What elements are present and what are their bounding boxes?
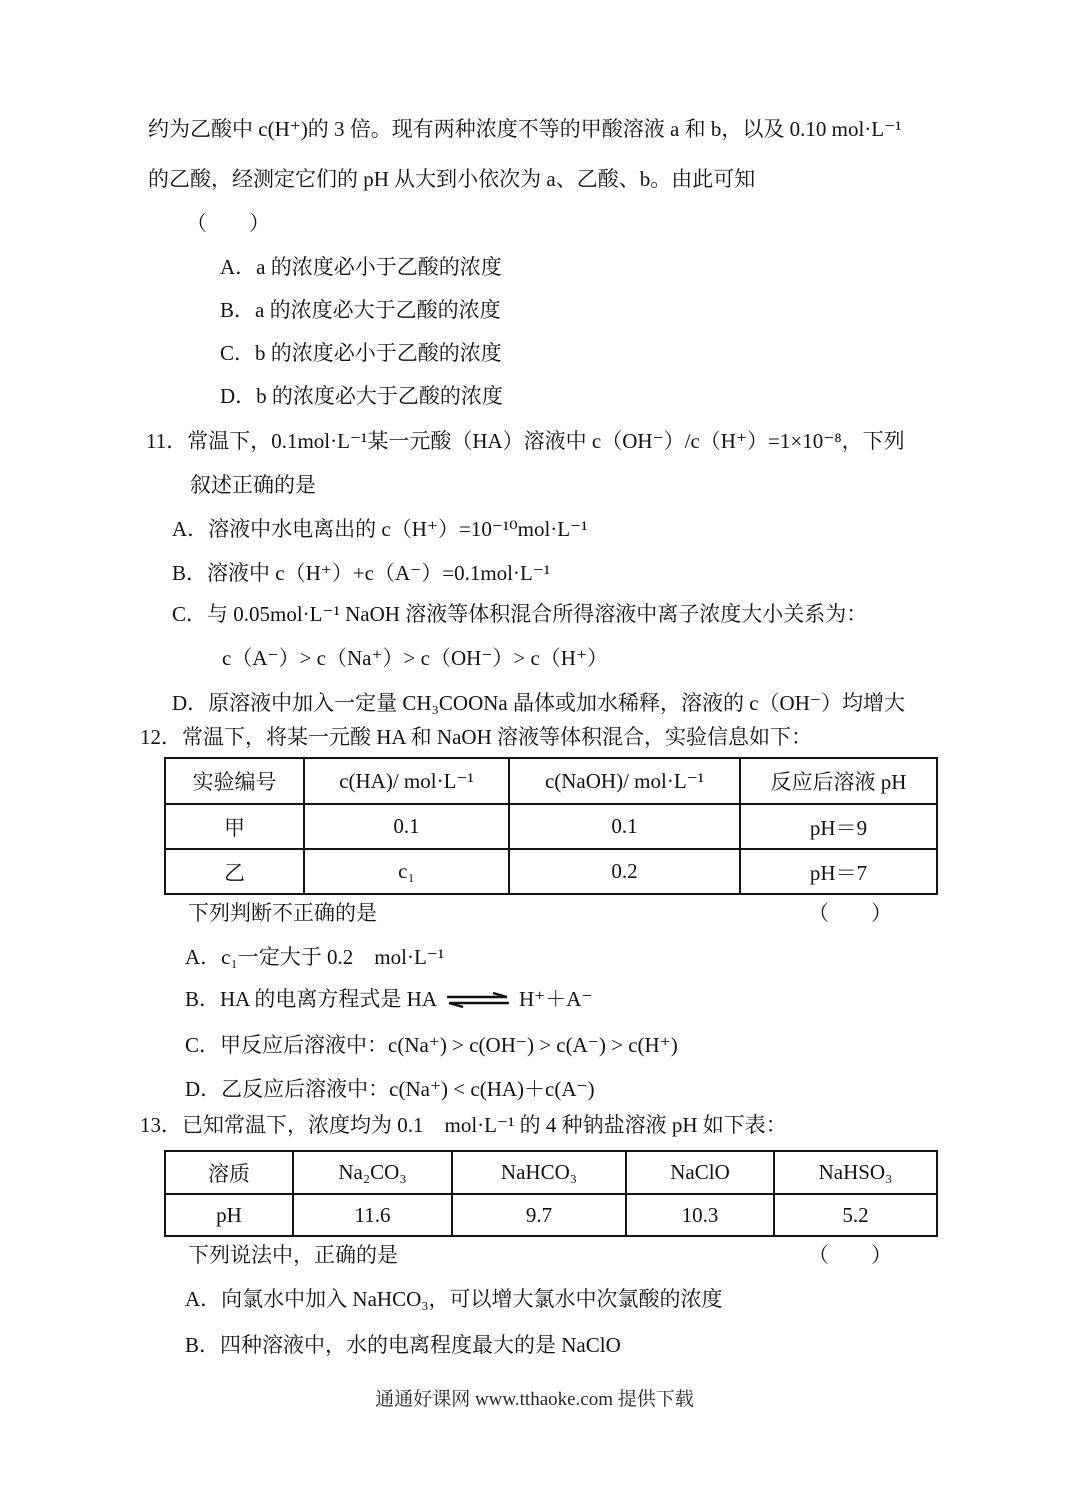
q12-option-d: D．乙反应后溶液中：c(Na⁺) < c(HA)＋c(A⁻) xyxy=(185,1077,595,1101)
q12-cell: 甲 xyxy=(165,804,304,849)
q10-answer-paren: （ ） xyxy=(186,211,270,235)
q13-th-nahco3: NaHCO₃ xyxy=(452,1151,626,1194)
q10-option-d: D．b 的浓度必大于乙酸的浓度 xyxy=(220,384,503,408)
table-row xyxy=(165,804,937,849)
q13-th-na2co3: Na₂CO₃ xyxy=(293,1151,452,1194)
q13-answer-paren: （ ） xyxy=(808,1243,892,1267)
equilibrium-arrow-icon xyxy=(437,987,519,1011)
q13-prompt: 下列说法中，正确的是 xyxy=(188,1243,398,1267)
q12-cell: pH＝7 xyxy=(740,849,937,894)
q12-stem: 12．常温下，将某一元酸 HA 和 NaOH 溶液等体积混合，实验信息如下： xyxy=(140,725,812,749)
q11-option-a: A．溶液中水电离出的 c（H⁺）=10⁻¹⁰mol·L⁻¹ xyxy=(172,517,588,541)
q11-option-b: B．溶液中 c（H⁺）+c（A⁻）=0.1mol·L⁻¹ xyxy=(172,561,551,585)
q13-option-a: A．向氯水中加入 NaHCO₃，可以增大氯水中次氯酸的浓度 xyxy=(185,1287,723,1311)
q11-option-c: C．与 0.05mol·L⁻¹ NaOH 溶液等体积混合所得溶液中离子浓度大小关系为： xyxy=(172,602,868,626)
q12-th-ph: 反应后溶液 pH xyxy=(740,758,937,804)
q12-th-experiment-id: 实验编号 xyxy=(165,758,304,804)
q12-th-cnaoh: c(NaOH)/ mol·L⁻¹ xyxy=(509,758,740,804)
q10-option-a: A．a 的浓度必小于乙酸的浓度 xyxy=(220,255,502,279)
q10-stem-line1: 约为乙酸中 c(H⁺)的 3 倍。现有两种浓度不等的甲酸溶液 a 和 b，以及 0.10 mol·L⁻¹ xyxy=(148,117,902,141)
footer-watermark: 通通好课网 www.tthaoke.com 提供下载 xyxy=(375,1389,694,1410)
q12-option-a: A．c₁一定大于 0.2 mol·L⁻¹ xyxy=(185,945,445,969)
q11-stem-line2: 叙述正确的是 xyxy=(190,473,316,497)
q13-th-solute: 溶质 xyxy=(165,1151,293,1194)
q12-th-cha: c(HA)/ mol·L⁻¹ xyxy=(304,758,509,804)
q11-stem-line1: 11．常温下，0.1mol·L⁻¹某一元酸（HA）溶液中 c（OH⁻）/c（H⁺）=1×10⁻⁸，下列 xyxy=(146,429,905,453)
q13-option-b: B．四种溶液中，水的电离程度最大的是 NaClO xyxy=(185,1333,621,1357)
q12-prompt: 下列判断不正确的是 xyxy=(188,901,377,925)
q12-experiment-table xyxy=(164,757,938,895)
q11-option-d: D．原溶液中加入一定量 CH₃COONa 晶体或加水稀释，溶液的 c（OH⁻）均增大 xyxy=(172,691,905,715)
q13-table-header-row xyxy=(165,1151,937,1194)
q13-cell: 10.3 xyxy=(626,1194,774,1236)
q12-answer-paren: （ ） xyxy=(808,901,892,925)
q13-stem: 13．已知常温下，浓度均为 0.1 mol·L⁻¹ 的 4 种钠盐溶液 pH 如下表： xyxy=(140,1113,787,1137)
q13-cell: 11.6 xyxy=(293,1194,452,1236)
q13-cell: 5.2 xyxy=(774,1194,937,1236)
q12-cell: 0.1 xyxy=(509,804,740,849)
q10-option-c: C．b 的浓度必小于乙酸的浓度 xyxy=(220,341,502,365)
q12-cell: c₁ xyxy=(304,849,509,894)
q12-option-c: C．甲反应后溶液中：c(Na⁺) > c(OH⁻) > c(A⁻) > c(H⁺) xyxy=(185,1033,678,1057)
q10-option-b: B．a 的浓度必大于乙酸的浓度 xyxy=(220,298,501,322)
q12-cell: 0.2 xyxy=(509,849,740,894)
q12-option-b xyxy=(185,986,593,1012)
q13-th-naclo: NaClO xyxy=(626,1151,774,1194)
q12-cell: pH＝9 xyxy=(740,804,937,849)
q13-ph-table xyxy=(164,1150,938,1237)
q12-option-b-prefix: B．HA 的电离方程式是 HA xyxy=(185,987,438,1011)
q12-table-header-row xyxy=(165,758,937,804)
q13-cell: pH xyxy=(165,1194,293,1236)
q12-option-b-suffix: H⁺＋A⁻ xyxy=(519,987,593,1011)
table-row xyxy=(165,849,937,894)
q10-stem-line2: 的乙酸，经测定它们的 pH 从大到小依次为 a、乙酸、b。由此可知 xyxy=(148,167,756,191)
table-row xyxy=(165,1194,937,1236)
q12-cell: 0.1 xyxy=(304,804,509,849)
q11-option-c-continuation: c（A⁻）> c（Na⁺）> c（OH⁻）> c（H⁺） xyxy=(222,646,609,670)
q13-cell: 9.7 xyxy=(452,1194,626,1236)
q13-th-nahso3: NaHSO₃ xyxy=(774,1151,937,1194)
q12-cell: 乙 xyxy=(165,849,304,894)
